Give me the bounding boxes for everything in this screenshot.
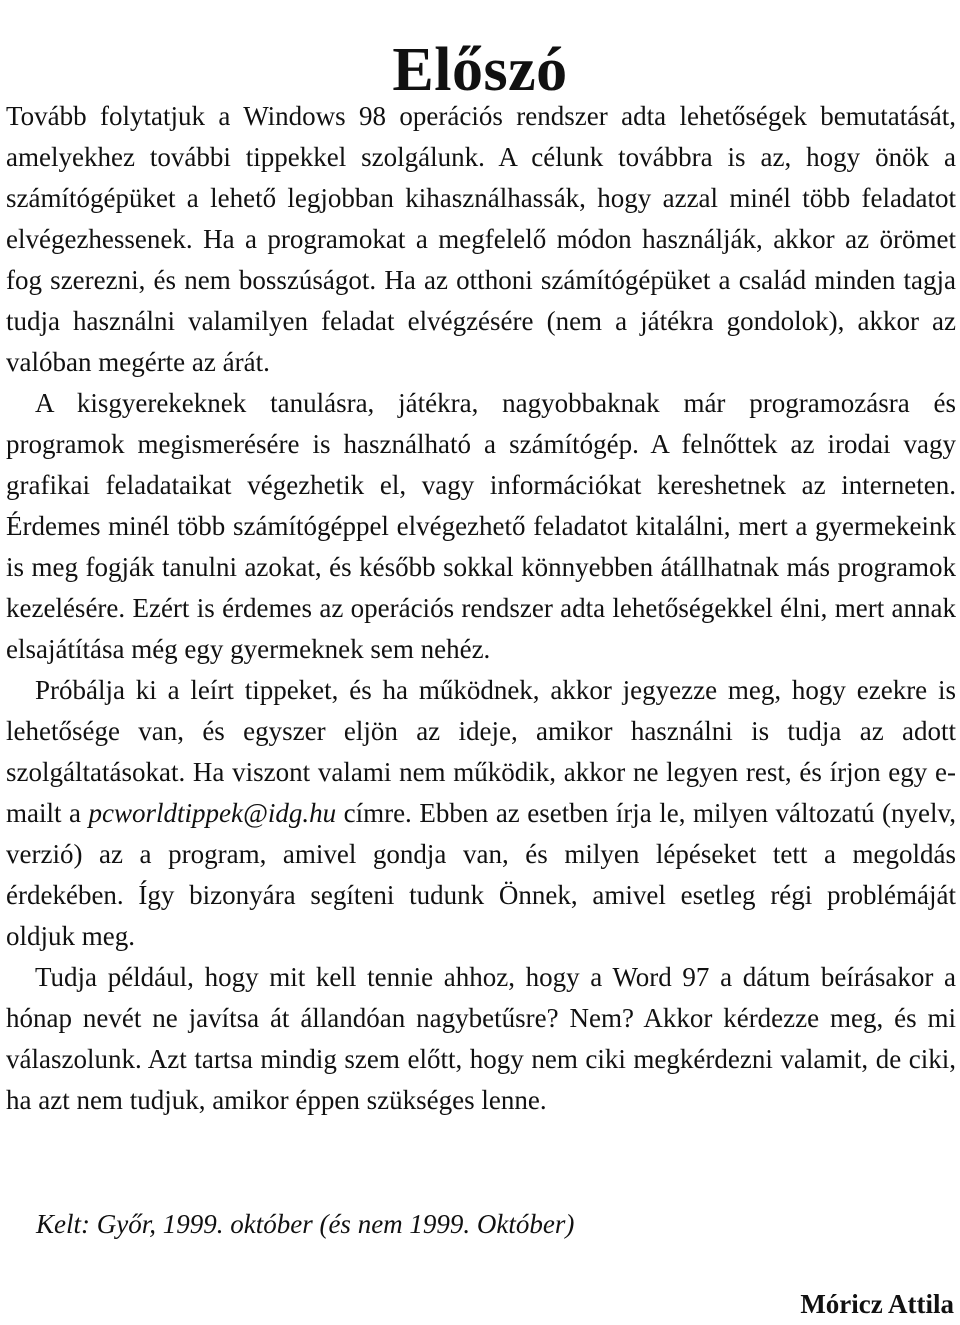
paragraph-3-text-start: Próbálja ki a leírt tippeket, és ha működnek, akkor jegyezze meg, hogy ezekre is lehetősége van, és egyszer eljön az ideje, amikor használni is tudja az adott szolgáltatásokat. Ha viszont valami nem működik, akkor ne legyen rest, és írjon egy e-mailt a [6,675,956,828]
preface-body [6,96,956,1121]
paragraph-3 [6,670,956,957]
paragraph-3-text-end: címre. Ebben az esetben írja le, milyen változatú (nyelv, verzió) az a program, amivel gondja van, és milyen lépéseket tett a megoldás érdekében. Így bizonyára segíteni tudunk Önnek, amivel esetleg régi problémáját oldjuk meg. [6,798,956,951]
dateline: Kelt: Győr, 1999. október (és nem 1999. Október) [36,1209,575,1239]
paragraph-1: Tovább folytatjuk a Windows 98 operációs rendszer adta lehetőségek bemutatását, amelyekhez további tippekkel szolgálunk. A célunk továbbra is az, hogy önök a számítógépüket a lehető legjobban kihasználhassák, hogy azzal minél több feladatot elvégezhessenek. Ha a programokat a megfelelő módon használják, akkor az örömet fog szerezni, és nem bosszúságot. Ha az otthoni számítógépüket a család minden tagja tudja használni valamilyen feladat elvégzésére (nem a játékra gondolok), akkor az valóban megérte az árát. [6,101,956,377]
page-title: Előszó [392,35,568,104]
author-signature: Móricz Attila [800,1289,954,1319]
email-address: pcworldtippek@idg.hu [88,798,337,828]
paragraph-2: A kisgyerekeknek tanulásra, játékra, nagyobbaknak már programozásra és programok megismerésére is használható a számítógép. A felnőttek az irodai vagy grafikai feladataikat végezhetik el, vagy információkat kereshetnek az interneten. Érdemes minél több számítógéppel elvégezhető feladatot kitalálni, mert a gyermekeink is meg fogják tanulni azokat, és később sokkal könnyebben átállhatnak más programok kezelésére. Ezért is érdemes az operációs rendszer adta lehetőségekkel élni, mert annak elsajátítása még egy gyermeknek sem nehéz. [6,388,956,664]
paragraph-4: Tudja például, hogy mit kell tennie ahhoz, hogy a Word 97 a dátum beírásakor a hónap nevét ne javítsa át állandóan nagybetűsre? Nem? Akkor kérdezze meg, és mi válaszolunk. Azt tartsa mindig szem előtt, hogy nem ciki megkérdezni valamit, de ciki, ha azt nem tudjuk, amikor éppen szükséges lenne. [6,962,956,1115]
